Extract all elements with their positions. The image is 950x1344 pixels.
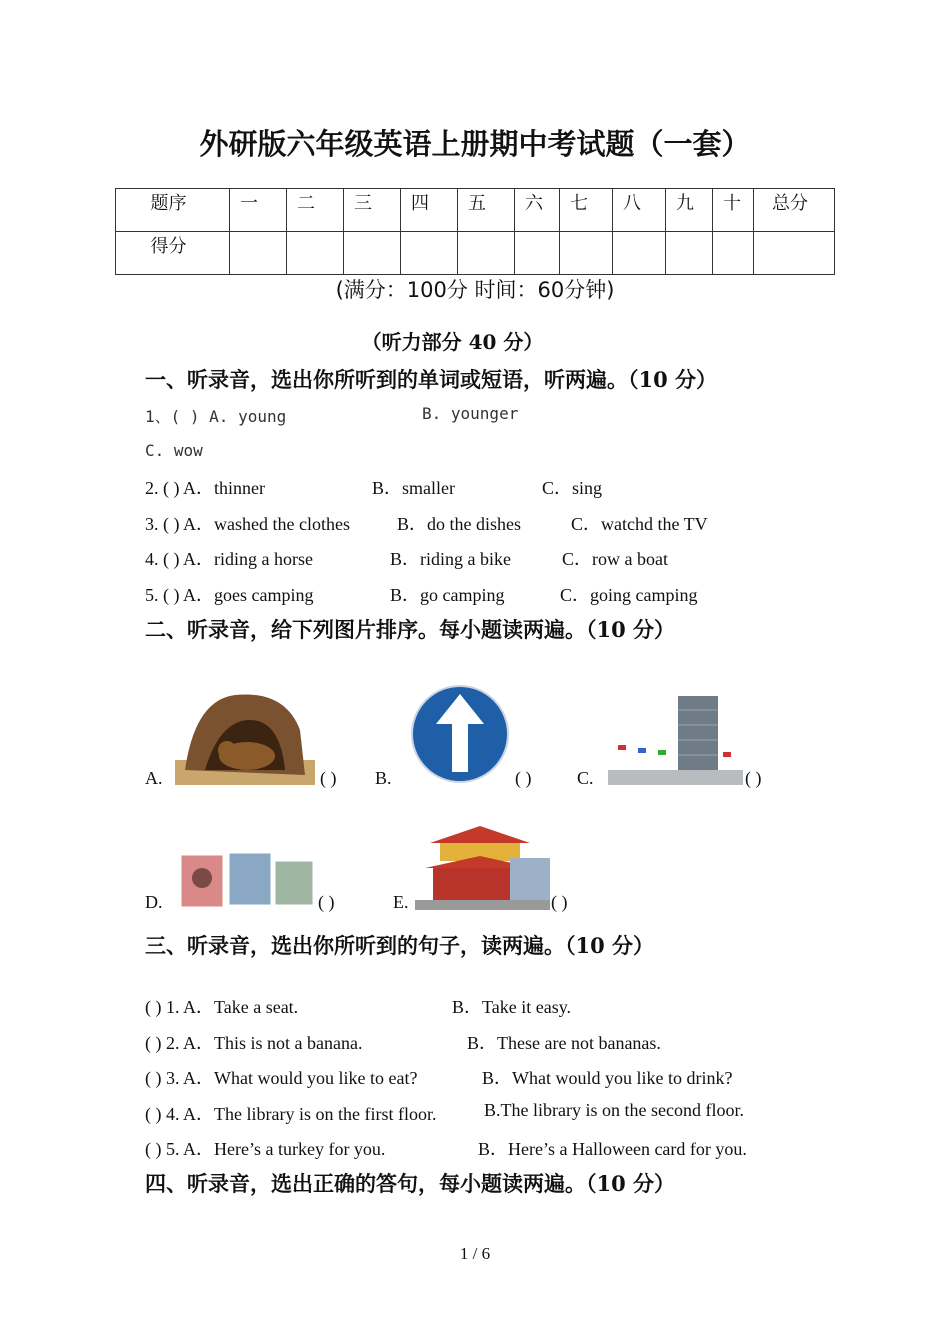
stamps-picture <box>178 848 318 910</box>
section-heading: 三、听录音，选出你所听到的句子，读两遍。（10 分） <box>145 933 655 958</box>
section-heading: 一、听录音，选出你所听到的单词或短语，听两遍。（10 分） <box>145 367 718 392</box>
answer-paren[interactable]: ( ) <box>320 768 337 788</box>
score-input-cell[interactable] <box>613 232 666 275</box>
table-cell: 八 <box>613 189 666 232</box>
sentence-question-1: ( ) 1. A．Take a seat. <box>145 997 299 1017</box>
score-input-cell[interactable] <box>401 232 458 275</box>
option-c: C．sing <box>542 478 603 498</box>
score-input-cell[interactable] <box>287 232 344 275</box>
option-b: B. younger <box>422 404 519 423</box>
chinese-building-picture <box>415 818 550 910</box>
option-b: B．These are not bananas. <box>467 1033 661 1053</box>
option-b: B．smaller <box>372 478 455 498</box>
option-c: C. wow <box>145 441 203 460</box>
score-input-cell[interactable] <box>230 232 287 275</box>
sentence-question-4: ( ) 4. A．The library is on the first floor. <box>145 1104 437 1124</box>
section-heading: 二、听录音，给下列图片排序。每小题读两遍。（10 分） <box>145 617 676 642</box>
question-4: 4. ( ) A．riding a horse <box>145 549 313 569</box>
table-cell: 二 <box>287 189 344 232</box>
picture-label-a: A. <box>145 768 163 788</box>
question-5: 5. ( ) A．goes camping <box>145 585 314 605</box>
picture-label-b: B. <box>375 768 392 788</box>
score-input-cell[interactable] <box>344 232 401 275</box>
option-b: B.The library is on the second floor. <box>484 1100 744 1120</box>
table-cell: 七 <box>560 189 613 232</box>
picture-label-d: D. <box>145 892 163 912</box>
table-cell: 五 <box>458 189 515 232</box>
page-title: 外研版六年级英语上册期中考试题（一套） <box>199 127 751 161</box>
score-input-cell[interactable] <box>458 232 515 275</box>
score-table <box>115 188 835 275</box>
score-input-cell[interactable] <box>515 232 560 275</box>
un-building-picture <box>608 690 743 785</box>
page-number: 1 / 6 <box>459 1244 491 1263</box>
score-input-cell[interactable] <box>560 232 613 275</box>
option-b: B．go camping <box>390 585 505 605</box>
table-cell: 六 <box>515 189 560 232</box>
picture-label-e: E. <box>393 892 409 912</box>
bear-cave-picture <box>175 690 315 785</box>
question-2: 2. ( ) A．thinner <box>145 478 265 498</box>
score-input-cell[interactable] <box>666 232 713 275</box>
table-cell: 四 <box>401 189 458 232</box>
option-c: C．going camping <box>560 585 698 605</box>
listening-part-heading: （听力部分 40 分） <box>361 330 544 354</box>
sentence-question-5: ( ) 5. A．Here’s a turkey for you. <box>145 1139 386 1159</box>
option-c: C．row a boat <box>562 549 668 569</box>
sentence-question-2: ( ) 2. A．This is not a banana. <box>145 1033 363 1053</box>
option-b: B．do the dishes <box>397 514 521 534</box>
option-c: C．watchd the TV <box>571 514 708 534</box>
answer-paren[interactable]: ( ) <box>745 768 762 788</box>
exam-info: (满分：100分 时间：60分钟) <box>335 278 615 302</box>
table-cell: 十 <box>713 189 754 232</box>
arrow-up-sign-picture <box>410 684 510 784</box>
table-cell: 得分 <box>116 232 230 275</box>
picture-label-c: C. <box>577 768 594 788</box>
section-heading: 四、听录音，选出正确的答句，每小题读两遍。（10 分） <box>145 1171 676 1196</box>
question-3: 3. ( ) A．washed the clothes <box>145 514 350 534</box>
option-b: B．Take it easy. <box>452 997 572 1017</box>
score-table-score-row <box>116 232 835 275</box>
sentence-question-3: ( ) 3. A．What would you like to eat? <box>145 1068 418 1088</box>
answer-paren[interactable]: ( ) <box>318 892 335 912</box>
score-input-cell[interactable] <box>754 232 835 275</box>
table-cell: 九 <box>666 189 713 232</box>
option-b: B．Here’s a Halloween card for you. <box>478 1139 747 1159</box>
option-b: B．What would you like to drink? <box>482 1068 733 1088</box>
table-cell: 总分 <box>754 189 835 232</box>
score-input-cell[interactable] <box>713 232 754 275</box>
answer-paren[interactable]: ( ) <box>515 768 532 788</box>
question-1: 1、( ) A. young <box>145 407 287 426</box>
table-cell: 题序 <box>116 189 230 232</box>
table-cell: 一 <box>230 189 287 232</box>
table-cell: 三 <box>344 189 401 232</box>
answer-paren[interactable]: ( ) <box>551 892 568 912</box>
option-b: B．riding a bike <box>390 549 511 569</box>
score-table-header-row <box>116 189 835 232</box>
